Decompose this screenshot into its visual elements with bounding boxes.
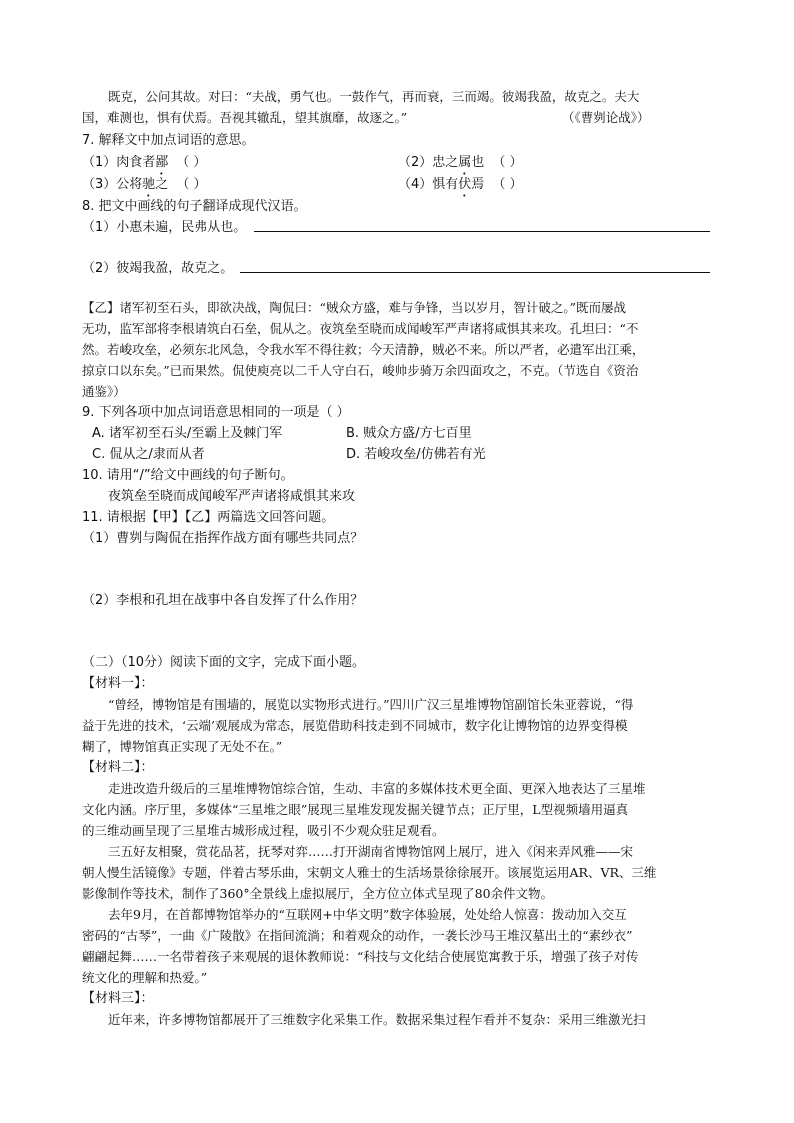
material-2-line: 三五好友相聚，赏花品茗，抚琴对弈……打开湖南省博物馆网上展厅，进入《闲来弄风雅——宋 [108,844,634,859]
material-2-line: 朝人慢生活镜像》专题，伴着古琴乐曲，宋朝文人雅士的生活场景徐徐展开。该展览运用AR、VR、三维 [82,865,657,880]
yi-passage-line: 无功，监军部将李根请筑白石垒，侃从之。夜筑垒至晓而成闻峻军严声诸将咸惧其来攻。孔坦曰：“不 [82,321,639,336]
q7-item-1: （1）肉食者鄙 （ ） [82,155,207,170]
section-2-heading: （二）（10分）阅读下面的文字，完成下面小题。 [82,655,366,670]
q7-item-3: （3）公将驰之 （ ） [82,177,207,192]
jia-passage-line: 既克，公问其故。对曰：“夫战，勇气也。一鼓作气，再而衰，三而竭。彼竭我盈，故克之。夫大 [108,89,640,104]
material-2-line: 的三维动画呈现了三星堆古城形成过程，吸引不少观众驻足观看。 [82,823,445,838]
q9-option-d[interactable]: D. 若峻攻垒/仿佛若有光 [346,447,486,462]
material-2-line: 走进改造升级后的三星堆博物馆综合馆，生动、丰富的多媒体技术更全面、更深入地表达了三星堆 [108,781,646,796]
yi-passage-line: 掠京口以东矣。”已而果然。侃使庾亮以二千人守白石，峻帅步骑万余四面攻之，不克。（节选自《资治 [82,363,639,378]
q10-sentence: 夜筑垒至晓而成闻峻军严声诸将咸惧其来攻 [108,489,356,504]
material-1-line: 益于先进的技术，‘云端’观展成为常态，展览借助科技走到不同城市，数字化让博物馆的边界变得模 [82,718,628,733]
question-7-title: 7. 解释文中加点词语的意思。 [82,133,255,148]
material-2-line: 密码的“古琴”，一曲《广陵散》在指间流淌；和着观众的动作，一袭长沙马王堆汉墓出土的“素纱衣” [82,928,633,943]
material-1-line: “曾经，博物馆是有围墙的，展览以实物形式进行。”四川广汉三星堆博物馆副馆长朱亚蓉说，“得 [108,697,634,712]
material-2-line: 统文化的理解和热爱。” [82,970,208,985]
material-2-line: 影像制作等技术，制作了360°全景线上虚拟展厅，全方位立体式呈现了80余件文物。 [82,886,554,901]
dotted-word: 驰 [142,177,156,192]
question-7-row [82,152,714,173]
q9-option-b[interactable]: B. 贼众方盛/方七百里 [346,426,472,441]
q9-options-row [82,444,714,465]
q11-item-2: （2）李根和孔坦在战事中各自发挥了什么作用？ [82,593,364,608]
q7-item-2: （2）忠之属也 （ ） [398,155,523,170]
yi-passage-line: 然。若峻攻垒，必须东北风急，令我水军不得往救；今天清静，贼必不来。所以严者，必遣军出江乘， [82,342,645,357]
q8-item-2: （2）彼竭我盈，故克之。 [82,261,234,276]
question-9-title: 9. 下列各项中加点词语意思相同的一项是（ ） [82,405,350,420]
answer-line[interactable] [240,258,710,273]
q9-option-a[interactable]: A. 诸军初至石头/至霸上及棘门军 [92,426,283,441]
material-3-label: 【材料三】： [82,991,154,1006]
jia-passage-row [82,107,714,128]
material-2-label: 【材料二】： [82,760,154,775]
yi-passage-line: 【乙】诸军初至石头，即欲决战，陶侃曰：“贼众方盛，难与争锋，当以岁月，智计破之。”既而屡战 [82,300,627,315]
material-2-line: 文化内涵。序厅里，多媒体“三星堆之眼”展现三星堆发现发掘关键节点；正厅里，L型视频墙用逼真 [82,802,629,817]
q7-item-4: （4）惧有伏焉 （ ） [398,177,523,192]
jia-source: （《曹刿论战》） [562,110,650,125]
material-1-line: 糊了，博物馆真正实现了无处不在。” [82,739,283,754]
q11-item-1: （1）曹刿与陶侃在指挥作战方面有哪些共同点？ [82,531,364,546]
answer-line[interactable] [254,217,710,232]
question-10-title: 10. 请用“/”给文中画线的句子断句。 [82,468,294,483]
yi-passage-line: 通鉴》） [82,384,126,399]
material-3-line: 近年来，许多博物馆都展开了三维数字化采集工作。数据采集过程乍看并不复杂：采用三维激光扫 [108,1012,646,1027]
jia-passage-line: 国，难测也，惧有伏焉。吾视其辙乱，望其旗靡，故逐之。” [82,110,408,125]
q9-option-c[interactable]: C. 侃从之/隶而从者 [92,447,205,462]
q8-item-1: （1）小惠未遍，民弗从也。 [82,220,247,235]
q9-options-row [82,423,714,444]
q8-item-1-row [82,217,714,238]
question-7-row [82,174,714,195]
dotted-word: 属 [458,155,472,170]
dotted-word: 伏 [458,177,472,192]
dotted-word: 鄙 [155,155,169,170]
material-2-line: 去年9月，在首都博物馆举办的“互联网+中华文明”数字体验展，处处给人惊喜：拨动加入交互 [108,907,627,922]
question-8-title: 8. 把文中画线的句子翻译成现代汉语。 [82,199,307,214]
question-11-title: 11. 请根据【甲】【乙】两篇选文回答问题。 [82,510,335,525]
material-2-line: 翩翩起舞……一名带着孩子来观展的退休教师说：“科技与文化结合使展览寓教于乐，增强了孩子对传 [82,949,639,964]
q8-item-2-row [82,258,714,279]
material-1-label: 【材料一】： [82,676,154,691]
